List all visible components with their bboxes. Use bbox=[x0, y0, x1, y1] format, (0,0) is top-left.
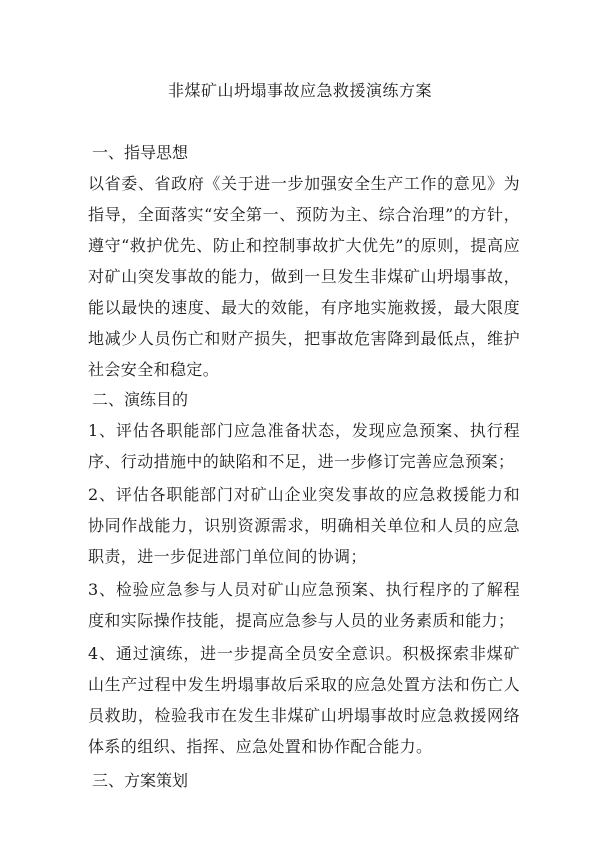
section-heading-plan-design: 三、方案策划 bbox=[92, 771, 189, 790]
document-title: 非煤矿山坍塌事故应急救援演练方案 bbox=[167, 81, 432, 100]
paragraph-purpose-4: 4、通过演练，进一步提高全员安全意识。积极探索非煤矿山生产过程中发生坍塌事故后采取的应急处置方法和伤亡人员救助，检验我市在发生非煤矿山坍塌事故时应急救援网络体系的组织、指挥、应急处置和协作配合能力。 bbox=[88, 644, 520, 756]
paragraph-guiding-ideology: 以省委、省政府《关于进一步加强安全生产工作的意见》为指导，全面落实“安全第一、预防为主、综合治理”的方针，遵守“救护优先、防止和控制事故扩大优先”的原则，提高应对矿山突发事故的能力，做到一旦发生非煤矿山坍塌事故，能以最快的速度、最大的效能，有序地实施救援，最大限度地减少人员伤亡和财产损失，把事故危害降到最低点，维护社会安全和稳定。 bbox=[88, 174, 520, 379]
section-heading-drill-purpose: 二、演练目的 bbox=[92, 390, 189, 409]
paragraph-purpose-1: 1、评估各职能部门应急准备状态，发现应急预案、执行程序、行动措施中的缺陷和不足，进一步修订完善应急预案； bbox=[88, 421, 520, 471]
section-heading-guiding-ideology: 一、指导思想 bbox=[92, 143, 189, 162]
document-body bbox=[88, 138, 520, 796]
paragraph-purpose-2: 2、评估各职能部门对矿山企业突发事故的应急救援能力和协同作战能力，识别资源需求，明确相关单位和人员的应急职责，进一步促进部门单位间的协调； bbox=[88, 485, 520, 566]
paragraph-purpose-3: 3、检验应急参与人员对矿山应急预案、执行程序的了解程度和实际操作技能，提高应急参与人员的业务素质和能力； bbox=[88, 580, 520, 630]
